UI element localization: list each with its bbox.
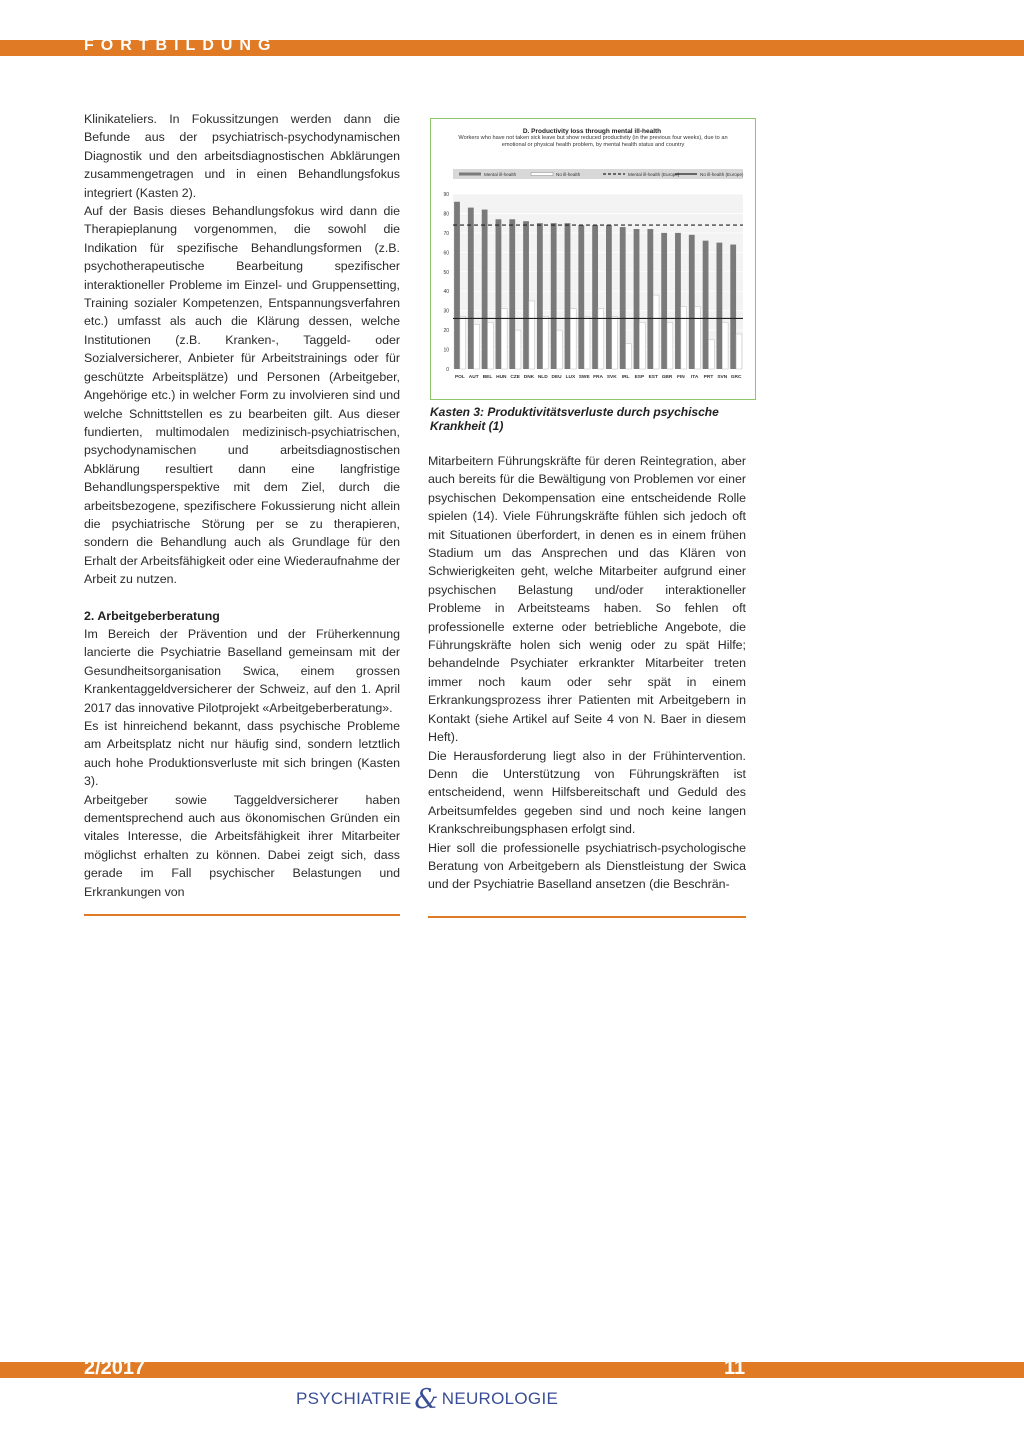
journal-title xyxy=(296,1380,559,1415)
y-tick-label: 20 xyxy=(443,328,449,335)
y-tick-label: 80 xyxy=(443,211,449,218)
bar-mental-ill-health xyxy=(634,229,640,369)
y-tick-label: 70 xyxy=(443,230,449,237)
bar-no-ill-health xyxy=(722,322,728,369)
figure-caption: Kasten 3: Produktivitätsverluste durch psychische Krankheit (1) xyxy=(430,405,719,433)
bar-no-ill-health xyxy=(598,309,604,369)
bar-mental-ill-health xyxy=(716,243,722,369)
bar-no-ill-health xyxy=(529,301,535,369)
left-column xyxy=(84,110,400,901)
productivity-chart xyxy=(431,119,754,398)
bar-no-ill-health xyxy=(708,340,714,369)
legend-label: No ill-health (Europe) xyxy=(700,172,744,177)
x-tick-label: SVK xyxy=(606,375,617,380)
paragraph: Mitarbeitern Führungskräfte für deren Reintegration, aber auch bereits für die Bewältigung von Problemen vor einer psychischen Dekompensation eine entscheidende Rolle spielen (14). Viele Führungskräfte fühlen sich jedoch oft mit Situationen überfordert, in denen es in einem frühen Stadium um das Ansprechen und das Klären von Schwierigkeiten geht, welche Mitarbeiter aufgrund einer psychischen Belastung und/oder interaktioneller Probleme in Arbeitsteams haben. So fehlen oft professionelle externe oder betriebliche Angebote, die Führungskräfte holen sich wenig oder zu spät Hilfe; behandelnde Psychiater erkrankter Mitarbeiter treten immer noch kaum oder sehr spät in einem Erkrankungsprozess ihrer Patienten mit Arbeitgebern in Kontakt (siehe Artikel auf Seite 4 von N. Baer in diesem Heft). xyxy=(428,454,746,745)
journal-name-right: NEUROLOGIE xyxy=(441,1389,559,1408)
y-tick-label: 50 xyxy=(443,269,449,276)
bar-no-ill-health xyxy=(653,295,659,369)
x-tick-label: FIN xyxy=(676,375,685,380)
y-tick-label: 60 xyxy=(443,250,449,257)
page-number: 11 xyxy=(724,1357,746,1379)
legend-swatch xyxy=(531,173,553,176)
paragraph: Hier soll die professionelle psychiatrisch-psychologische Beratung von Arbeitgebern als Dienstleistung der Swica und der Psychiatrie Baselland ansetzen (die Beschrän- xyxy=(428,840,746,892)
footer-bar xyxy=(0,1362,1024,1378)
x-tick-label: DNK xyxy=(523,375,535,380)
right-column xyxy=(428,452,746,894)
x-tick-label: AUT xyxy=(468,375,479,380)
column-end-rule xyxy=(428,916,746,918)
bar-mental-ill-health xyxy=(675,233,681,369)
bar-mental-ill-health xyxy=(565,223,571,369)
bar-no-ill-health xyxy=(515,330,521,369)
x-tick-label: LUX xyxy=(565,375,576,380)
bar-mental-ill-health xyxy=(606,225,612,369)
x-tick-label: CZE xyxy=(510,375,520,380)
bar-no-ill-health xyxy=(474,324,480,369)
bar-mental-ill-health xyxy=(509,219,515,369)
x-tick-label: EST xyxy=(648,375,658,380)
section-label: FORTBILDUNG xyxy=(84,37,278,54)
x-tick-label: GBR xyxy=(661,375,673,380)
x-tick-label: SVN xyxy=(717,375,728,380)
bar-mental-ill-health xyxy=(537,223,543,369)
paragraph: Es ist hinreichend bekannt, dass psychische Probleme am Arbeitsplatz nicht nur häufig sind, sondern letztlich auch hohe Produktionsverluste mit sich bringen (Kasten 3). xyxy=(84,719,400,789)
bar-no-ill-health xyxy=(460,317,466,370)
bar-no-ill-health xyxy=(584,317,590,370)
bar-no-ill-health xyxy=(736,334,742,369)
x-tick-label: BEL xyxy=(482,375,493,380)
paragraph: Die Herausforderung liegt also in der Frühintervention. Denn die Unterstützung von Führungskräften ist entscheidend, wenn Hilfsbereitschaft und Geduld des Arbeitsumfeldes gegeben sind und noch keine langen Krankschreibungsphasen erfolgt sind. xyxy=(428,748,746,837)
legend-swatch xyxy=(459,173,481,176)
journal-name-left: PSYCHIATRIE xyxy=(296,1389,412,1408)
section-heading: 2. Arbeitgeberberatung xyxy=(84,608,220,623)
bar-no-ill-health xyxy=(639,322,645,369)
journal-ampersand: & xyxy=(414,1384,439,1415)
bar-no-ill-health xyxy=(667,322,673,369)
legend-label: Mental ill-health (Europe) xyxy=(628,172,680,177)
x-tick-label: ESP xyxy=(634,375,645,380)
bar-mental-ill-health xyxy=(454,202,460,369)
x-tick-label: IRL xyxy=(621,375,630,380)
bar-mental-ill-health xyxy=(620,227,626,369)
x-tick-label: PRT xyxy=(703,375,714,380)
paragraph: Im Bereich der Prävention und der Früherkennung lancierte die Psychiatrie Baselland gemeinsam mit der Gesundheitsorganisation Swica, einem grossen Krankentaggeldversicherer der Schweiz, auf den 1. April 2017 das innovative Pilotprojekt «Arbeitgeberberatung». xyxy=(84,626,400,715)
bar-no-ill-health xyxy=(626,344,632,369)
x-tick-label: DEU xyxy=(551,375,562,380)
chart-legend xyxy=(453,169,744,179)
x-tick-label: POL xyxy=(454,375,465,380)
bar-mental-ill-health xyxy=(661,233,667,369)
chart-title: D. Productivity loss through mental ill-health xyxy=(522,128,662,135)
bar-mental-ill-health xyxy=(578,225,584,369)
x-tick-label: NLD xyxy=(537,375,548,380)
chart-subtitle: Workers who have not taken sick leave but show reduced productivity (in the previous four weeks), due to an emotional or physical health problem, by mental health status and country xyxy=(458,135,728,148)
legend-label: No ill-health xyxy=(556,172,581,177)
bar-mental-ill-health xyxy=(689,235,695,369)
y-tick-label: 90 xyxy=(443,192,449,198)
y-tick-label: 40 xyxy=(443,289,449,296)
bar-mental-ill-health xyxy=(647,229,653,369)
bar-no-ill-health xyxy=(488,322,494,369)
x-tick-label: FRA xyxy=(593,375,603,380)
y-tick-label: 30 xyxy=(443,308,449,315)
paragraph: Arbeitgeber sowie Taggeldversicherer haben dementsprechend auch aus ökonomischen Gründen ein vitales Interesse, die Arbeitsfähigkeit ihrer Mitarbeiter möglichst erhalten zu können. Dabei zeigt sich, dass gerade im Fall psychischer Belastungen und Erkrankungen von xyxy=(84,792,400,899)
bar-mental-ill-health xyxy=(592,225,598,369)
bar-no-ill-health xyxy=(681,307,687,369)
bar-no-ill-health xyxy=(557,330,563,369)
x-tick-label: SWE xyxy=(578,375,590,380)
x-tick-label: GRC xyxy=(730,375,742,380)
x-tick-label: ITA xyxy=(690,375,699,380)
bar-no-ill-health xyxy=(695,307,701,369)
chart-frame xyxy=(430,118,756,400)
issue-number: 2/2017 xyxy=(84,1357,146,1379)
bar-mental-ill-health xyxy=(703,241,709,369)
bar-mental-ill-health xyxy=(523,221,529,369)
y-tick-label: 0 xyxy=(446,367,449,373)
bar-no-ill-health xyxy=(501,309,507,369)
bar-mental-ill-health xyxy=(468,208,474,369)
paragraph: Auf der Basis dieses Behandlungsfokus wird dann die Therapieplanung vorgenommen, die sowohl die Indikation für spezifische Behandlungsformen (z.B. psychotherapeutische Bearbeitung spezifischer interaktioneller Probleme im Einzel- und Gruppensetting, Training sozialer Kompetenzen, Entspannungsverfahren etc.) umfasst als auch die Klärung dessen, welche Institutionen (z.B. Kranken-, Taggeld- oder Sozialversicherer, Anbieter für Arbeitstrainings oder für geschützte Arbeitsplätze) und Personen (Arbeitgeber, Angehörige etc.) in welcher Form zu involvieren sind und welche Schnittstellen es zu bearbeiten gilt. Aus dieser fundierten, multimodalen medizinisch-psychiatrischen, psychodynamischen und arbeitsdiagnostischen Abklärung resultiert dann eine langfristige Behandlungsperspektive mit dem Ziel, durch die arbeitsbezogene, spezifischere Fokussierung nicht allein die psychiatrische Störung per se zu therapieren, sondern die Behandlung auch als Grundlage für den Erhalt der Arbeitsfähigkeit oder eine Wiederaufnahme der Arbeit zu nutzen. xyxy=(84,204,400,587)
y-tick-label: 10 xyxy=(443,347,449,354)
bar-mental-ill-health xyxy=(551,223,557,369)
bar-no-ill-health xyxy=(612,317,618,370)
bar-mental-ill-health xyxy=(496,219,502,369)
bar-no-ill-health xyxy=(570,309,576,369)
paragraph: Klinikateliers. In Fokussitzungen werden dann die Befunde aus der psychiatrisch-psychodynamischen Diagnostik und den arbeitsdiagnostischen Abklärungen zusammengetragen und in einen Behandlungsfokus integriert (Kasten 2). xyxy=(84,112,400,200)
legend-label: Mental ill-health xyxy=(484,172,517,177)
bar-mental-ill-health xyxy=(482,210,488,369)
x-tick-label: HUN xyxy=(496,375,507,380)
bar-no-ill-health xyxy=(543,317,549,370)
bar-mental-ill-health xyxy=(730,245,736,369)
column-end-rule xyxy=(84,914,400,916)
